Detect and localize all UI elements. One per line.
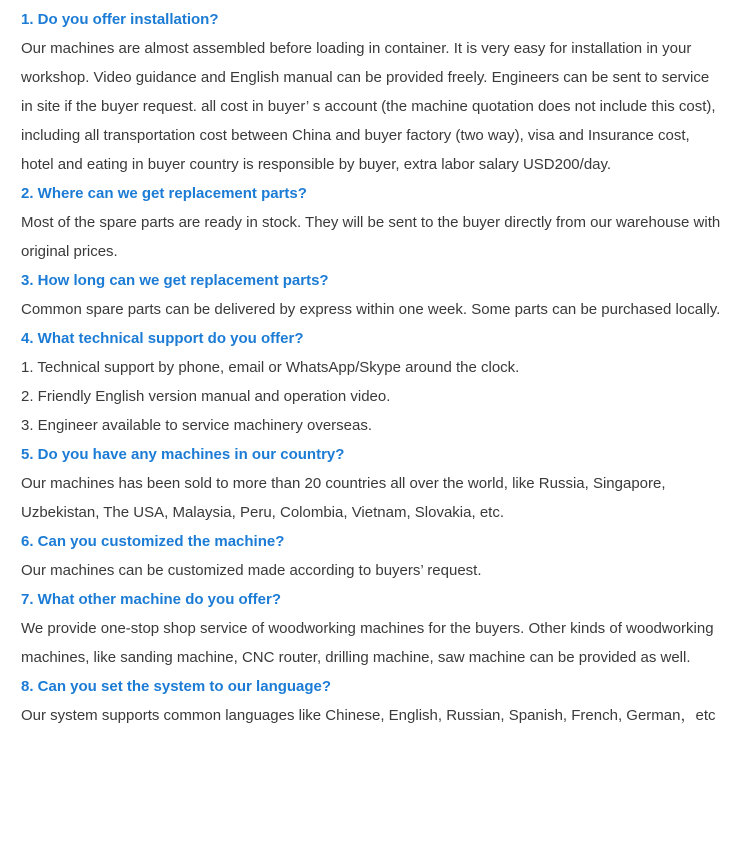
faq-section-system-language [21,672,724,730]
faq-answer-4-item-3: 3. Engineer available to service machinery overseas. [21,417,373,434]
faq-question-1: 1. Do you offer installation? [21,11,219,28]
faq-answer-2: Most of the spare parts are ready in stock. They will be sent to the buyer directly from our warehouse with original prices. [21,214,721,260]
faq-section-replacement-parts-howlong [21,266,724,324]
faq-question-3: 3. How long can we get replacement parts? [21,272,329,289]
faq-question-8: 8. Can you set the system to our language? [21,678,332,695]
faq-question-5: 5. Do you have any machines in our country? [21,446,345,463]
faq-question-4: 4. What technical support do you offer? [21,330,304,347]
faq-section-other-machines [21,585,724,672]
faq-section-installation [21,5,724,179]
faq-question-2: 2. Where can we get replacement parts? [21,185,307,202]
faq-answer-1: Our machines are almost assembled before loading in container. It is very easy for installation in your workshop. Video guidance and English manual can be provided freely. Engineers can be sent to service in site if the buyer request. all cost in buyer’ s account (the machine quotation does not include this cost), including all transportation cost between China and buyer factory (two way), visa and Insurance cost, hotel and eating in buyer country is responsible by buyer, extra labor salary USD200/day. [21,40,716,173]
faq-section-machines-in-country [21,440,724,527]
faq-section-technical-support [21,324,724,440]
faq-answer-7: We provide one-stop shop service of woodworking machines for the buyers. Other kinds of woodworking machines, like sanding machine, CNC router, drilling machine, saw machine can be provided as well. [21,620,714,666]
faq-question-7: 7. What other machine do you offer? [21,591,282,608]
faq-section-customization [21,527,724,585]
faq-answer-6: Our machines can be customized made according to buyers’ request. [21,562,482,579]
faq-answer-4-item-1: 1. Technical support by phone, email or WhatsApp/Skype around the clock. [21,359,520,376]
faq-section-replacement-parts-where [21,179,724,266]
faq-answer-3: Common spare parts can be delivered by express within one week. Some parts can be purchased locally. [21,301,721,318]
faq-answer-8: Our system supports common languages like Chinese, English, Russian, Spanish, French, German，etc [21,707,716,724]
faq-answer-5: Our machines has been sold to more than 20 countries all over the world, like Russia, Singapore, Uzbekistan, The USA, Malaysia, Peru, Colombia, Vietnam, Slovakia, etc. [21,475,666,521]
faq-answer-4-item-2: 2. Friendly English version manual and operation video. [21,388,391,405]
faq-question-6: 6. Can you customized the machine? [21,533,285,550]
